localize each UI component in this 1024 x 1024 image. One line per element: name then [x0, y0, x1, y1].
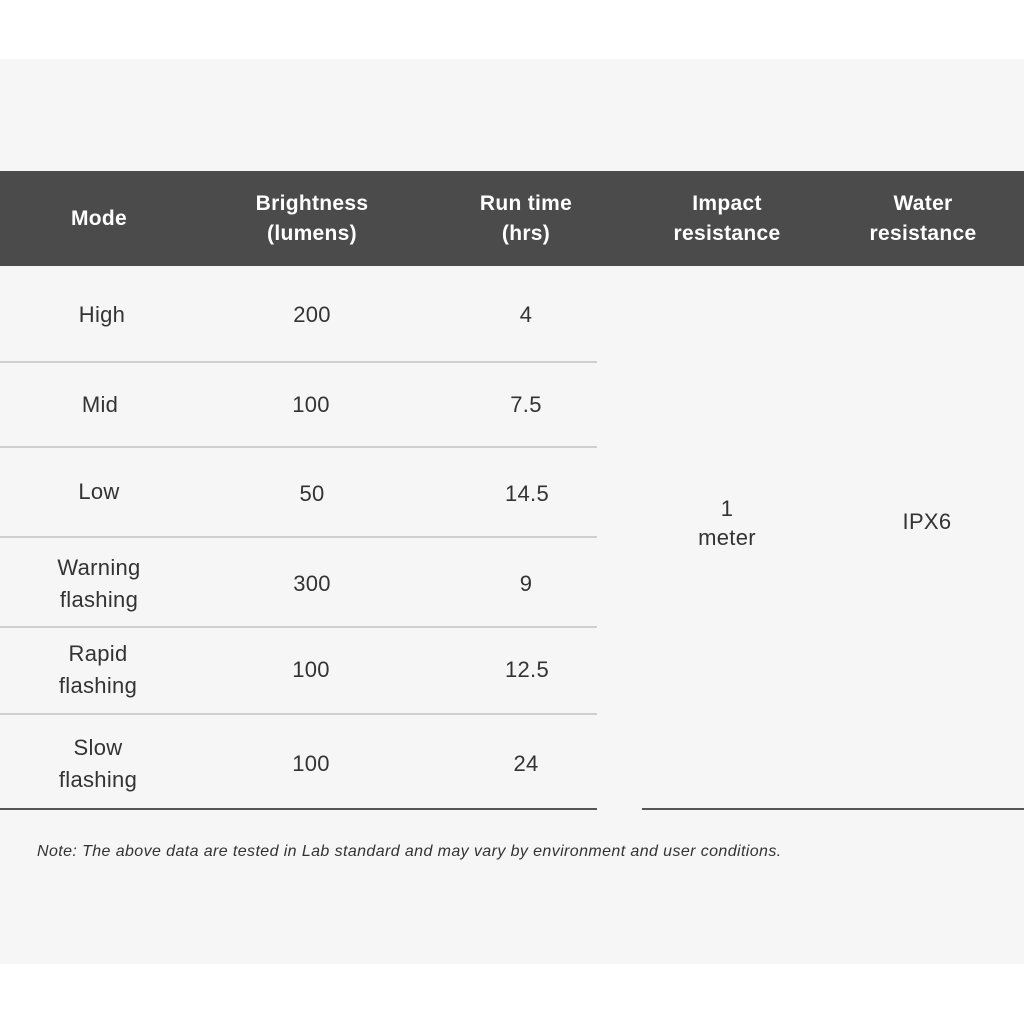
table-row-runtime: 9 — [519, 571, 533, 596]
water-resistance-value: IPX6 — [902, 509, 952, 534]
row-divider — [0, 446, 597, 448]
table-row-mode: High — [78, 302, 126, 327]
row-divider — [0, 361, 597, 363]
table-row-mode: Rapid flashing — [58, 641, 138, 698]
table-row-runtime: 4 — [519, 302, 533, 327]
table-row-mode: Warning flashing — [57, 555, 141, 612]
table-row-runtime: 24 — [513, 751, 539, 776]
header-mode: Mode — [70, 206, 128, 230]
table-row-brightness: 100 — [292, 392, 330, 417]
row-divider — [0, 713, 597, 715]
table-row-brightness: 200 — [293, 302, 331, 327]
header-run-time: Run time (hrs) — [479, 191, 573, 245]
header-impact-resistance: Impact resistance — [673, 191, 781, 245]
table-bottom-line — [0, 808, 597, 810]
table-row-runtime: 14.5 — [504, 481, 550, 506]
table-row-brightness: 100 — [292, 657, 330, 682]
table-row-runtime: 7.5 — [510, 392, 542, 417]
row-divider — [0, 536, 597, 538]
table-row-mode: Mid — [81, 392, 119, 417]
table-header — [0, 171, 1024, 266]
impact-resistance-value: 1 meter — [698, 496, 756, 550]
table-row-mode: Low — [78, 479, 120, 504]
footnote: Note: The above data are tested in Lab standard and may vary by environment and user conditions. — [37, 843, 782, 860]
table-bottom-line — [642, 808, 1024, 810]
table-row-mode: Slow flashing — [58, 735, 138, 792]
table-row-brightness: 300 — [293, 571, 331, 596]
table-row-runtime: 12.5 — [504, 657, 550, 682]
table-row-brightness: 100 — [292, 751, 330, 776]
header-water-resistance: Water resistance — [869, 191, 977, 245]
header-brightness: Brightness (lumens) — [255, 191, 369, 245]
table-row-brightness: 50 — [299, 481, 325, 506]
row-divider — [0, 626, 597, 628]
